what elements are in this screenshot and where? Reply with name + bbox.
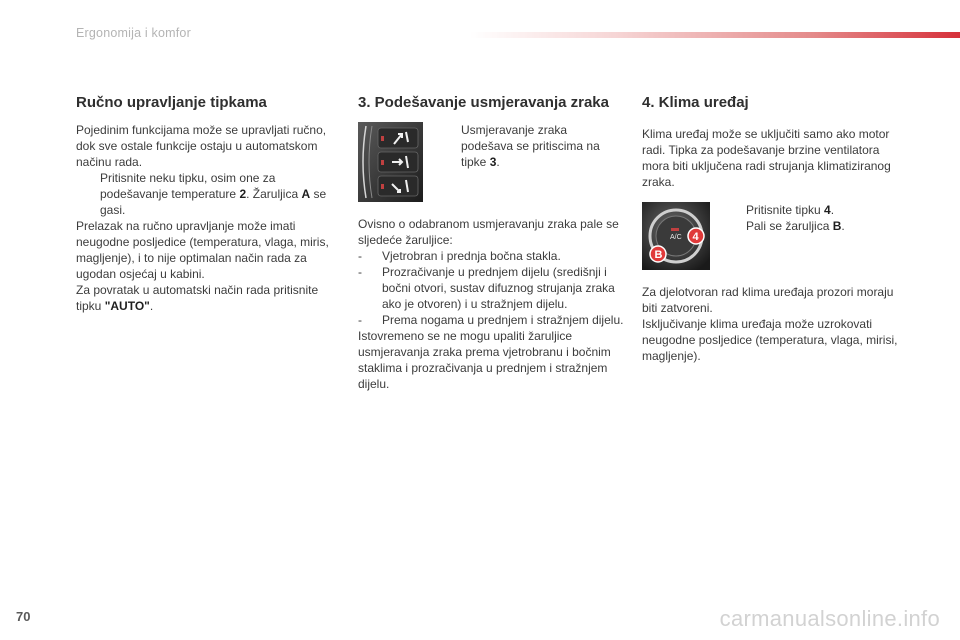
bullet-item <box>722 202 892 274</box>
bullet-text: Usmjeravanje zraka podešava se pritiscima na tipke <box>461 123 600 169</box>
paragraph: Pojedinim funkcijama može se upravljati ručno, dok sve ostale funkcije ostaju u automatskom načinu rada. <box>76 123 327 169</box>
paragraph: Prelazak na ručno upravljanje može imati neugodne posljedice (temperatura, vlaga, miris, magljenje), i to nije optimalan način rada za ugodan osjećaj u kabini. <box>76 219 329 281</box>
badge-4: 4 <box>692 231 699 243</box>
paragraph: Isključivanje klima uređaja može uzrokovati neugodne posljedice (temperatura, vlaga, mirisi, magljenje). <box>642 317 898 363</box>
list-item <box>358 248 626 264</box>
bullet-arrow-icon <box>722 202 746 274</box>
key-ref: 4 <box>824 203 831 217</box>
page-number: 70 <box>16 609 31 624</box>
bullet-arrow-icon <box>437 122 461 206</box>
list-item <box>358 312 626 328</box>
paragraph-text: Za povratak u automatski način rada pritisnite tipku <box>76 283 319 313</box>
bullet-text: Pali se žaruljica <box>746 219 833 233</box>
key-ref: 2 <box>239 187 247 201</box>
list-item-text: Prema nogama u prednjem i stražnjem dijelu. <box>382 313 624 327</box>
badge-b: B <box>654 249 663 261</box>
air-distribution-buttons-image <box>358 122 423 206</box>
watermark: carmanualsonline.info <box>719 606 940 631</box>
key-ref: "AUTO" <box>104 299 150 313</box>
bullet-text: Pritisnite neku tipku, osim one za podešavanje temperature <box>100 171 276 201</box>
section-heading: Ručno upravljanje tipkama <box>76 94 267 111</box>
section-manual-control <box>76 94 346 314</box>
list-item-text: Prozračivanje u prednjem dijelu (središnji i bočni otvori, sustav difuznog strujanja zraka ako je otvoren) i u stražnjem dijelu. <box>382 265 615 311</box>
header-title: Ergonomija i komfor <box>76 26 191 40</box>
dash-marker: - <box>358 249 362 263</box>
bullet-text: Pritisnite tipku <box>746 203 825 217</box>
header-accent-bar <box>470 32 960 38</box>
section-heading: 3. Podešavanje usmjeravanja zraka <box>358 94 609 111</box>
list-item <box>358 264 626 312</box>
key-ref: 3 <box>489 155 497 169</box>
bullet-text: se gasi. <box>100 187 327 217</box>
paragraph: Za djelotvoran rad klima uređaja prozori moraju biti zatvoreni. <box>642 285 894 315</box>
paragraph: Ovisno o odabranom usmjeravanju zraka pale se sljedeće žaruljice: <box>358 217 619 247</box>
section-air-distribution <box>358 94 626 392</box>
bullet-text: . <box>841 219 845 233</box>
lamp-ref: B <box>832 219 842 233</box>
bullet-text: . <box>830 203 835 217</box>
ac-button-image <box>642 202 710 274</box>
paragraph: Istovremeno se ne mogu upaliti žaruljice usmjeravanja zraka prema vjetrobranu i bočnim staklima i prozračivanja u prednjem i stražnjem dijelu. <box>358 329 611 391</box>
section-heading: 4. Klima uređaj <box>642 94 749 111</box>
bullet-text: . <box>496 155 500 169</box>
lamp-ref: A <box>301 187 311 201</box>
bullet-text: . Žaruljica <box>246 187 302 201</box>
bullet-item <box>437 122 607 206</box>
dash-marker: - <box>358 265 362 279</box>
paragraph <box>76 282 346 314</box>
paragraph-text: . <box>149 299 154 313</box>
paragraph: Klima uređaj može se uključiti samo ako motor radi. Tipka za podešavanje brzine ventilatora mora biti uključena radi strujanja klimatiziranog zraka. <box>642 127 891 189</box>
dash-marker: - <box>358 313 362 327</box>
bullet-arrow-icon <box>76 170 100 218</box>
section-air-conditioning <box>642 94 910 364</box>
ac-label: A/C <box>670 234 682 241</box>
list-item-text: Vjetrobran i prednja bočna stakla. <box>382 249 561 263</box>
bullet-item <box>76 170 346 218</box>
